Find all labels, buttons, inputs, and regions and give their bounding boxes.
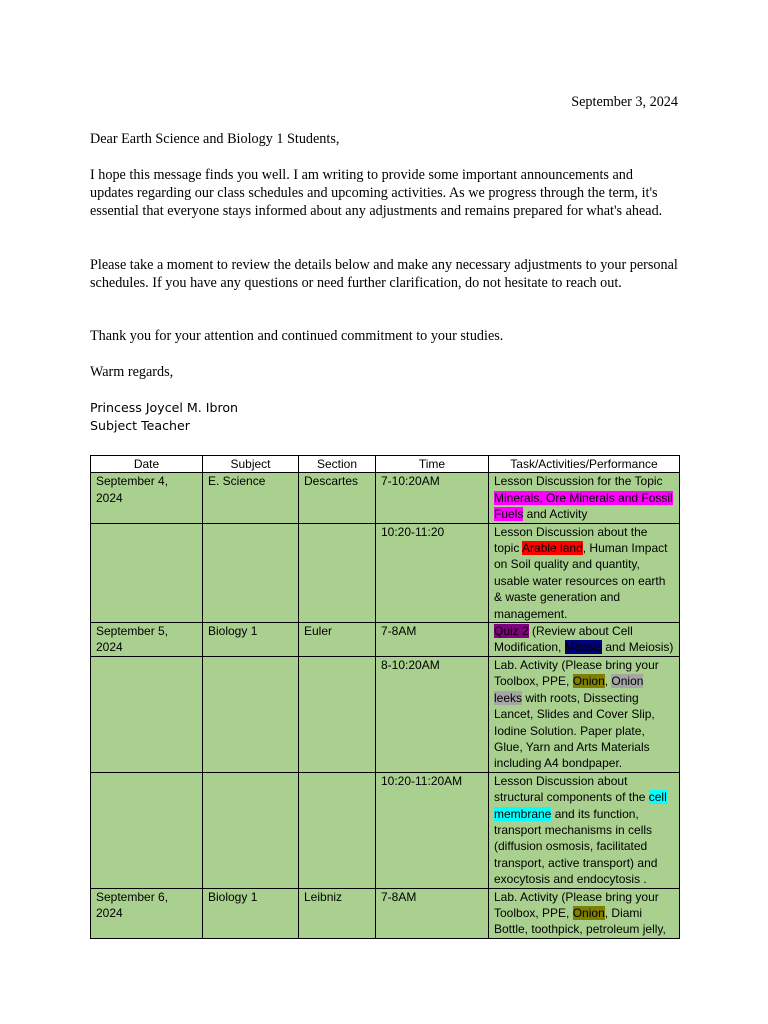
header-subject: Subject	[203, 456, 299, 473]
task-text: and its function, transport mechanisms in cells (diffusion osmosis, facilitated transport, active transport) and exocytosis and endocytosis .	[494, 806, 658, 887]
cell-time: 7-8AM	[376, 623, 489, 657]
cell-task	[489, 523, 680, 622]
paragraph-1: I hope this message finds you well. I am writing to provide some important announcements and updates regarding our class schedules and upcoming activities. As we progress through the term, it's essential that everyone stays informed about any adjustments and remains prepared for what's ahead.	[90, 167, 663, 219]
task-text: (Review about Cell Modification,	[494, 624, 633, 655]
cell-subject	[203, 772, 299, 888]
cell-time: 10:20-11:20AM	[376, 772, 489, 888]
cell-section	[299, 523, 376, 622]
highlighted-text: Onion	[572, 905, 605, 920]
table-row	[91, 473, 680, 523]
cell-subject: Biology 1	[203, 623, 299, 657]
task-text: and Meiosis)	[602, 640, 674, 655]
cell-subject	[203, 523, 299, 622]
header-date: Date	[91, 456, 203, 473]
cell-task	[489, 656, 680, 772]
closing-wrap	[90, 363, 678, 381]
highlighted-text: Minerals, Ore Minerals and Fossil Fuels	[494, 490, 673, 522]
task-text: , Diami Bottle, toothpick, petroleum jelly,	[494, 905, 666, 937]
task-text: Lab. Activity (Please bring your Toolbox, PPE,	[494, 889, 659, 920]
cell-section: Descartes	[299, 473, 376, 523]
cell-task	[489, 888, 680, 938]
table-header-row	[91, 456, 680, 473]
letter-body	[90, 130, 678, 148]
highlighted-text: cell membrane	[494, 790, 667, 821]
highlighted-text: Onion leeks	[494, 674, 644, 705]
task-text: with roots, Dissecting Lancet, Slides and Cover Slip, Iodine Solution. Paper plate, Glue, Yarn and Arts Materials including A4 bondpaper.	[494, 690, 655, 771]
task-text: and Activity	[523, 507, 588, 522]
cell-date: September 5, 2024	[91, 623, 203, 657]
cell-section	[299, 656, 376, 772]
salutation: Dear Earth Science and Biology 1 Students,	[90, 131, 340, 147]
paragraph-2: Please take a moment to review the details below and make any necessary adjustments to your personal schedules. If you have any questions or need further clarification, do not hesitate to reach out.	[90, 257, 678, 291]
cell-time: 10:20-11:20	[376, 523, 489, 622]
table-row	[91, 772, 680, 888]
paragraph-2-wrap	[90, 256, 678, 292]
cell-subject: E. Science	[203, 473, 299, 523]
cell-subject	[203, 656, 299, 772]
signer-name: Princess Joycel M. Ibron	[90, 400, 239, 415]
cell-date	[91, 523, 203, 622]
table-row	[91, 656, 680, 772]
cell-task	[489, 473, 680, 523]
cell-date	[91, 772, 203, 888]
closing: Warm regards,	[90, 364, 174, 380]
task-text: Lesson Discussion for the Topic	[494, 474, 663, 489]
paragraph-1-wrap	[90, 166, 678, 220]
cell-subject: Biology 1	[203, 888, 299, 938]
letter-date: September 3, 2024	[571, 94, 678, 110]
cell-section: Leibniz	[299, 888, 376, 938]
highlighted-text: Mitosis	[564, 640, 603, 655]
cell-time: 8-10:20AM	[376, 656, 489, 772]
signer-title: Subject Teacher	[90, 418, 190, 433]
cell-date	[91, 656, 203, 772]
header-section: Section	[299, 456, 376, 473]
task-text: Lesson Discussion about the topic	[494, 524, 648, 556]
paragraph-3-wrap	[90, 327, 678, 345]
cell-task	[489, 772, 680, 888]
header-time: Time	[376, 456, 489, 473]
cell-time: 7-10:20AM	[376, 473, 489, 523]
schedule-table	[90, 455, 680, 939]
cell-date: September 6, 2024	[91, 888, 203, 938]
table-row	[91, 888, 680, 938]
cell-date: September 4, 2024	[91, 473, 203, 523]
highlighted-text: Quiz 2	[494, 624, 529, 639]
cell-task	[489, 623, 680, 657]
table-row	[91, 623, 680, 657]
cell-section: Euler	[299, 623, 376, 657]
paragraph-3: Thank you for your attention and continued commitment to your studies.	[90, 328, 504, 344]
task-text: Lab. Activity (Please bring your Toolbox, PPE,	[494, 657, 659, 689]
cell-section	[299, 772, 376, 888]
task-text: ,	[604, 674, 612, 689]
task-text: Lesson Discussion about structural components of the	[494, 773, 649, 805]
table-row	[91, 523, 680, 622]
header-task: Task/Activities/Performance	[489, 456, 680, 473]
task-text: , Human Impact on Soil quality and quantity, usable water resources on earth & waste generation and management.	[494, 541, 668, 621]
cell-time: 7-8AM	[376, 888, 489, 938]
highlighted-text: Arable land	[522, 541, 583, 556]
highlighted-text: Onion	[572, 674, 605, 689]
